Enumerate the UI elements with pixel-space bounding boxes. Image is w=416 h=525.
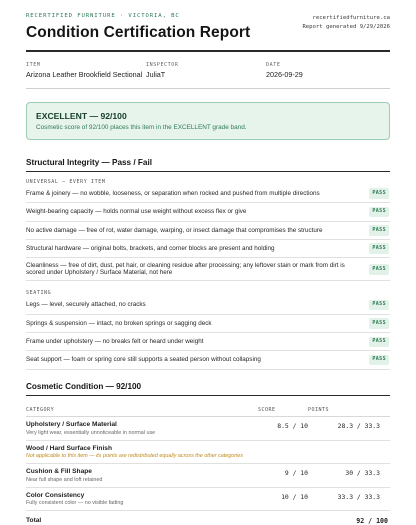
meta-date-label: DATE xyxy=(266,61,281,68)
report-header xyxy=(26,12,390,42)
cosmetic-divider xyxy=(26,395,390,396)
cosmetic-table-header xyxy=(26,407,390,417)
checklist-group-label: UNIVERSAL — EVERY ITEM xyxy=(26,178,106,185)
checklist-item-text: Structural hardware — original bolts, brackets, and corner blocks are present and holding xyxy=(26,244,275,252)
points-cell: 33.3 / 33.3 xyxy=(337,492,380,501)
meta-date xyxy=(266,62,303,79)
site-url[interactable]: recertifiedfurniture.ca xyxy=(312,15,390,21)
checklist-item-text: Seat support — foam or spring core still supports a seated person without collapsing xyxy=(26,356,261,364)
checklist-item xyxy=(26,258,390,281)
grade-banner xyxy=(26,102,390,140)
header-divider xyxy=(26,50,390,52)
category-description: Very light wear, essentially unnoticeable in normal use xyxy=(26,429,156,436)
checklist-item xyxy=(26,333,390,351)
pass-badge: PASS xyxy=(369,188,389,199)
meta-item-value: Arizona Leather Brookfield Sectional xyxy=(26,69,143,79)
pass-badge: PASS xyxy=(369,355,389,366)
cosmetic-table xyxy=(26,417,390,511)
category-name: Wood / Hard Surface Finish xyxy=(26,444,112,452)
checklist-item-text: Cleanliness — free of dirt, dust, pet hair, or cleaning residue after processing; any leftover stain or mark from dirt is scored under Upholstery / Surface Material, not here xyxy=(26,261,345,277)
pass-badge: PASS xyxy=(369,207,389,218)
score-cell: 8.5 / 10 xyxy=(277,422,308,431)
points-cell xyxy=(308,445,380,460)
checklist-item-text: Legs — level, securely attached, no cracks xyxy=(26,301,146,309)
meta-date-value: 2026-09-29 xyxy=(266,69,303,79)
structural-divider xyxy=(26,171,390,172)
meta-inspector xyxy=(146,62,266,79)
header-points: POINTS xyxy=(308,407,330,414)
pass-badge: PASS xyxy=(369,300,389,311)
checklist-item xyxy=(26,296,390,314)
meta-item xyxy=(26,62,146,79)
score-cell xyxy=(258,445,308,460)
category-cell xyxy=(26,445,258,460)
checklist-group-label: SEATING xyxy=(26,290,52,297)
total-label: Total xyxy=(26,517,42,525)
structural-checklist xyxy=(26,179,390,370)
checklist-item-text: Frame under upholstery — no breaks felt or heard under weight xyxy=(26,338,204,345)
structural-title: Structural Integrity — Pass / Fail xyxy=(26,157,153,167)
category-cell xyxy=(26,421,258,436)
header-score: SCORE xyxy=(258,407,276,414)
header-info xyxy=(302,14,390,32)
category-description: Fully consistent color — no visible fading xyxy=(26,500,124,507)
points-cell: 30 / 33.3 xyxy=(345,469,380,478)
score-cell: 10 / 10 xyxy=(281,492,308,501)
total-row xyxy=(26,511,390,525)
category-cell xyxy=(26,492,258,507)
checklist-item xyxy=(26,185,390,203)
pass-badge: PASS xyxy=(369,337,389,348)
grade-title: EXCELLENT — 92/100 xyxy=(36,110,127,121)
category-name: Color Consistency xyxy=(26,491,85,499)
cosmetic-title: Cosmetic Condition — 92/100 xyxy=(26,381,142,391)
category-cell xyxy=(26,468,258,483)
table-row xyxy=(26,441,390,465)
checklist-item-text: Springs & suspension — intact, no broken springs or sagging deck xyxy=(26,319,212,327)
category-name: Upholstery / Surface Material xyxy=(26,421,117,429)
grade-subtitle: Cosmetic score of 92/100 places this item in the EXCELLENT grade band. xyxy=(36,123,247,131)
checklist-item xyxy=(26,203,390,221)
checklist-item-text: Frame & joinery — no wobble, looseness, or separation when rocked and pushed from multiple directions xyxy=(26,189,320,197)
table-row xyxy=(26,417,390,441)
checklist-item xyxy=(26,351,390,369)
checklist-item-text: No active damage — free of rot, water damage, warping, or insect damage that compromises the structure xyxy=(26,226,323,234)
table-row xyxy=(26,488,390,512)
checklist-item xyxy=(26,222,390,240)
pass-badge: PASS xyxy=(369,225,389,236)
pass-badge: PASS xyxy=(369,264,389,275)
pass-badge: PASS xyxy=(369,318,389,329)
points-cell: 28.3 / 33.3 xyxy=(337,422,380,431)
meta-divider xyxy=(26,88,390,89)
generated-date: Report generated 9/29/2026 xyxy=(302,24,390,30)
checklist-item-text: Weight-bearing capacity — holds normal use weight without excess flex or give xyxy=(26,208,247,216)
checklist-item xyxy=(26,315,390,333)
checklist-item xyxy=(26,240,390,258)
total-value: 92 / 100 xyxy=(356,517,388,525)
category-description: Not applicable to this item — its points are redistributed equally across the other categories xyxy=(26,453,243,460)
table-row xyxy=(26,464,390,488)
item-meta xyxy=(26,62,390,79)
pass-badge: PASS xyxy=(369,243,389,254)
brand-line: RECERTIFIED FURNITURE · VICTORIA, BC xyxy=(26,13,180,19)
score-cell: 9 / 10 xyxy=(284,469,308,478)
meta-item-label: ITEM xyxy=(26,61,41,68)
page-title: Condition Certification Report xyxy=(26,24,251,41)
meta-inspector-value: JuliaT xyxy=(146,69,166,79)
category-description: Near full shape and loft retained xyxy=(26,476,103,483)
header-category: CATEGORY xyxy=(26,407,55,414)
category-name: Cushion & Fill Shape xyxy=(26,468,92,476)
meta-inspector-label: INSPECTOR xyxy=(146,61,179,68)
